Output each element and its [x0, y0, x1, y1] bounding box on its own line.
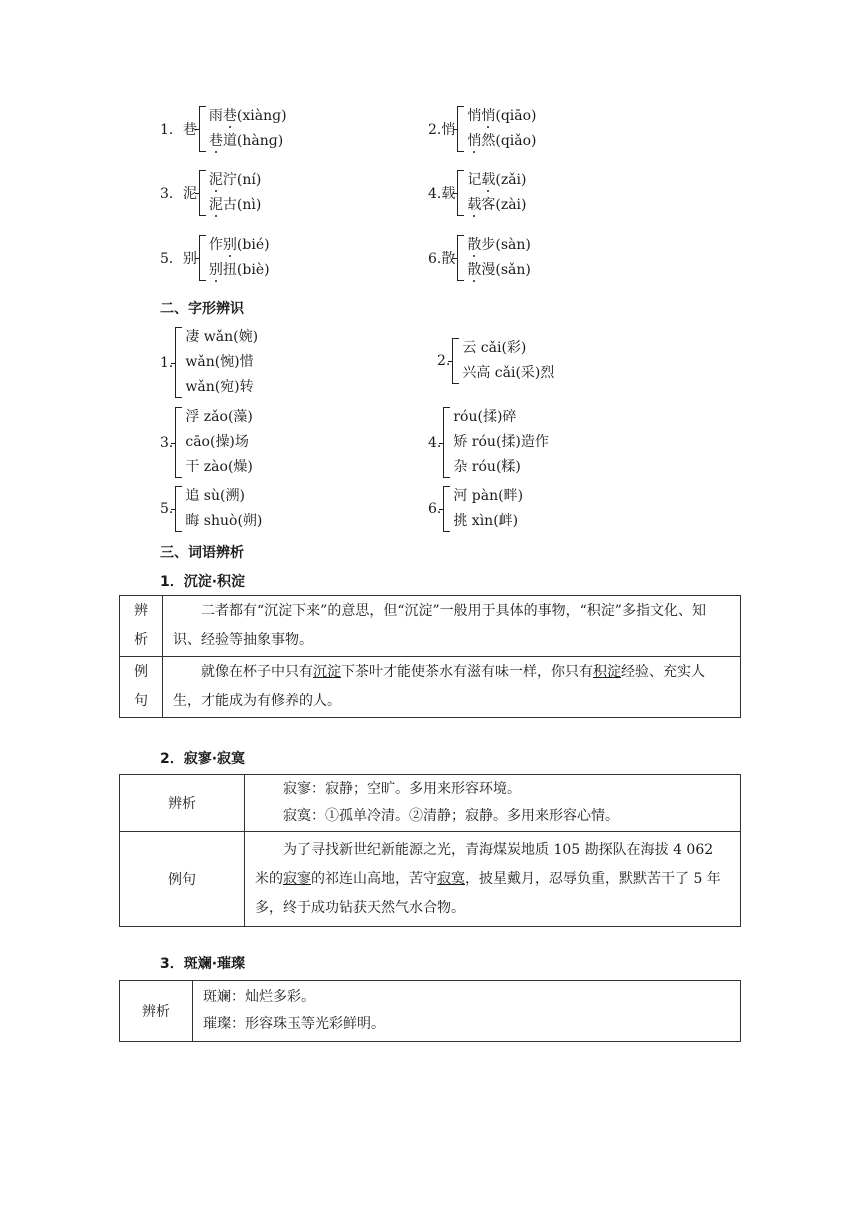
group-number: 5. [160, 501, 174, 517]
group-number: 4. [428, 434, 442, 451]
brace-icon [175, 486, 182, 532]
brace-group [428, 104, 537, 154]
brace-icon [199, 170, 206, 216]
table-row [120, 832, 741, 927]
label-char: 辨 [134, 603, 148, 619]
brace-lines [185, 484, 262, 534]
brace-lines [209, 233, 270, 283]
marked-char: 泥 [208, 172, 223, 188]
underlined-word: 寂寥 [283, 870, 311, 887]
table-row [120, 981, 741, 1042]
brace-icon [443, 407, 450, 478]
row-content [245, 832, 741, 927]
brace-icon [199, 106, 206, 152]
table-row [120, 657, 741, 718]
marked-char: 悄 [481, 108, 496, 124]
brace-group [160, 233, 270, 283]
marked-char: 别 [222, 237, 237, 253]
brace-line: wǎn(惋)惜 [185, 354, 254, 370]
brace-icon [457, 106, 464, 152]
brace-line: 晦 shuò(朔) [185, 513, 263, 529]
group-number: 5．别 [160, 251, 197, 267]
brace-line [467, 168, 526, 193]
definition-line: 寂寥：寂静；空旷。多用来形容环境。 [283, 781, 521, 797]
brace-group [160, 484, 262, 534]
brace-line [209, 168, 261, 193]
marked-char: 巷 [208, 133, 223, 149]
brace-lines [185, 325, 258, 400]
brace-group [160, 325, 258, 400]
marked-char: 载 [481, 172, 496, 188]
group-number: 1. [160, 354, 174, 371]
marked-char: 巷 [222, 108, 237, 124]
row-label [120, 596, 163, 657]
line-part: 泞(ní) [222, 172, 262, 188]
brace-lines [467, 233, 530, 283]
brace-line [209, 233, 270, 258]
line-part: 然(qiǎo) [481, 133, 537, 149]
brace-line: cāo(操)场 [185, 434, 249, 450]
item-title-2: 2．寂寥·寂寞 [160, 751, 246, 767]
definition-line: 璀璨：形容珠玉等光彩鲜明。 [203, 1016, 385, 1032]
brace-line: wǎn(宛)转 [185, 379, 254, 395]
section-title-glyph: 二、字形辨识 [160, 301, 244, 317]
brace-line [209, 193, 261, 218]
line-part: 道(hànɡ) [222, 133, 284, 149]
line-part: (zǎi) [495, 172, 527, 188]
brace-line: 凄 wǎn(婉) [185, 329, 259, 345]
brace-line: 追 sù(溯) [185, 488, 245, 504]
definition-line: 寂寞：①孤单冷清。②清静；寂静。多用来形容心情。 [283, 808, 619, 824]
group-number: 2.悄 [428, 122, 456, 138]
group-number: 2. [437, 353, 451, 369]
brace-group [428, 233, 531, 283]
brace-icon [175, 327, 182, 398]
brace-group [428, 168, 526, 218]
brace-line: 云 cǎi(彩) [462, 340, 527, 356]
row-label: 辨析 [120, 981, 193, 1042]
marked-char: 载 [467, 197, 482, 213]
brace-icon [457, 235, 464, 281]
line-part: (qiāo) [495, 108, 537, 124]
brace-icon [457, 170, 464, 216]
label-char: 句 [134, 693, 148, 709]
brace-lines [453, 484, 523, 534]
brace-group [428, 405, 549, 480]
example-text [255, 836, 730, 923]
brace-group [437, 336, 554, 386]
brace-line: 河 pàn(畔) [453, 488, 524, 504]
line-part: 作 [208, 237, 223, 253]
row-label: 例句 [120, 832, 245, 927]
row-content [245, 775, 741, 832]
marked-char: 泥 [208, 197, 223, 213]
brace-icon [452, 338, 459, 384]
line-part: 古(nì) [222, 197, 262, 213]
line-part: (bié) [236, 237, 270, 253]
example-text [173, 658, 730, 716]
brace-line [209, 258, 270, 283]
brace-lines [209, 104, 287, 154]
brace-lines [453, 405, 549, 480]
brace-lines [467, 104, 536, 154]
brace-lines [467, 168, 526, 218]
item-title-1: 1．沉淀·积淀 [160, 574, 246, 590]
definition-line: 斑斓：灿烂多彩。 [203, 989, 315, 1005]
group-number: 1．巷 [160, 122, 197, 138]
brace-line: 兴高 cǎi(采)烈 [462, 365, 555, 381]
line-part: 记 [467, 172, 482, 188]
marked-char: 散 [467, 262, 482, 278]
brace-group [160, 405, 253, 480]
label-char: 析 [134, 632, 148, 648]
table-row [120, 775, 741, 832]
line-part: 雨 [208, 108, 223, 124]
example-part: 的祁连山高地，苦守 [311, 870, 437, 887]
section-title-words: 三、词语辨析 [160, 545, 244, 561]
line-part: 漫(sǎn) [481, 262, 531, 278]
brace-line [467, 233, 530, 258]
brace-line: 挑 xìn(衅) [453, 513, 519, 529]
underlined-word: 沉淀 [313, 664, 341, 680]
row-content [193, 981, 741, 1042]
example-part: 就像在杯子中只有 [201, 664, 313, 680]
brace-line [209, 129, 287, 154]
marked-char: 散 [467, 237, 482, 253]
group-number: 3. [160, 434, 174, 451]
brace-group [428, 484, 523, 534]
brace-line: róu(揉)碎 [453, 409, 517, 425]
table-item-2 [119, 774, 741, 927]
definition-text: 二者都有“沉淀下来”的意思，但“沉淀”一般用于具体的事物，“积淀”多指文化、知识、经验等抽象事物。 [173, 603, 706, 648]
row-label: 辨析 [120, 775, 245, 832]
brace-lines [462, 336, 554, 386]
line-part: 步(sàn) [481, 237, 531, 253]
brace-line [467, 104, 536, 129]
item-title-3: 3．斑斓·璀璨 [160, 956, 246, 972]
brace-line: 矫 róu(揉)造作 [453, 434, 549, 450]
table-item-3 [119, 980, 741, 1042]
example-part: 下茶叶才能使茶水有滋有味一样，你只有 [341, 664, 593, 680]
brace-icon [199, 235, 206, 281]
brace-icon [443, 486, 450, 532]
brace-line [467, 258, 530, 283]
group-number: 6. [428, 501, 442, 517]
brace-line [209, 104, 287, 129]
group-number: 4.载 [428, 186, 456, 202]
example-part: 为了寻找新世纪新能源之光，青海煤炭地质 105 勘探队在海拔 4 062 米的 [255, 841, 714, 887]
marked-char: 悄 [467, 133, 482, 149]
line-part: 客(zài) [481, 197, 527, 213]
row-content [163, 657, 741, 718]
brace-lines [209, 168, 261, 218]
brace-line: 干 zào(燥) [185, 459, 253, 475]
line-part: 悄 [467, 108, 482, 124]
brace-icon [175, 407, 182, 478]
table-row [120, 596, 741, 657]
group-number: 6.散 [428, 251, 456, 267]
example-part: ，披星戴月，忍辱负重，默默苦干了 5 年多，终于成功钻获天然气水合物。 [255, 870, 721, 916]
brace-group [160, 168, 261, 218]
brace-line: 浮 zǎo(藻) [185, 409, 253, 425]
brace-line: 杂 róu(糅) [453, 459, 521, 475]
line-part: 扭(biè) [222, 262, 270, 278]
row-label [120, 657, 163, 718]
brace-lines [185, 405, 253, 480]
underlined-word: 积淀 [593, 664, 621, 680]
brace-line [467, 193, 526, 218]
row-content [163, 596, 741, 657]
table-item-1 [119, 595, 741, 718]
underlined-word: 寂寞 [437, 870, 465, 887]
example-part: 经验、充实人生，才能成为有修养的人。 [173, 664, 705, 709]
label-char: 例 [134, 664, 148, 680]
brace-group [160, 104, 287, 154]
brace-line [467, 129, 536, 154]
group-number: 3．泥 [160, 186, 197, 202]
marked-char: 别 [208, 262, 223, 278]
line-part: (xiànɡ) [236, 108, 287, 124]
